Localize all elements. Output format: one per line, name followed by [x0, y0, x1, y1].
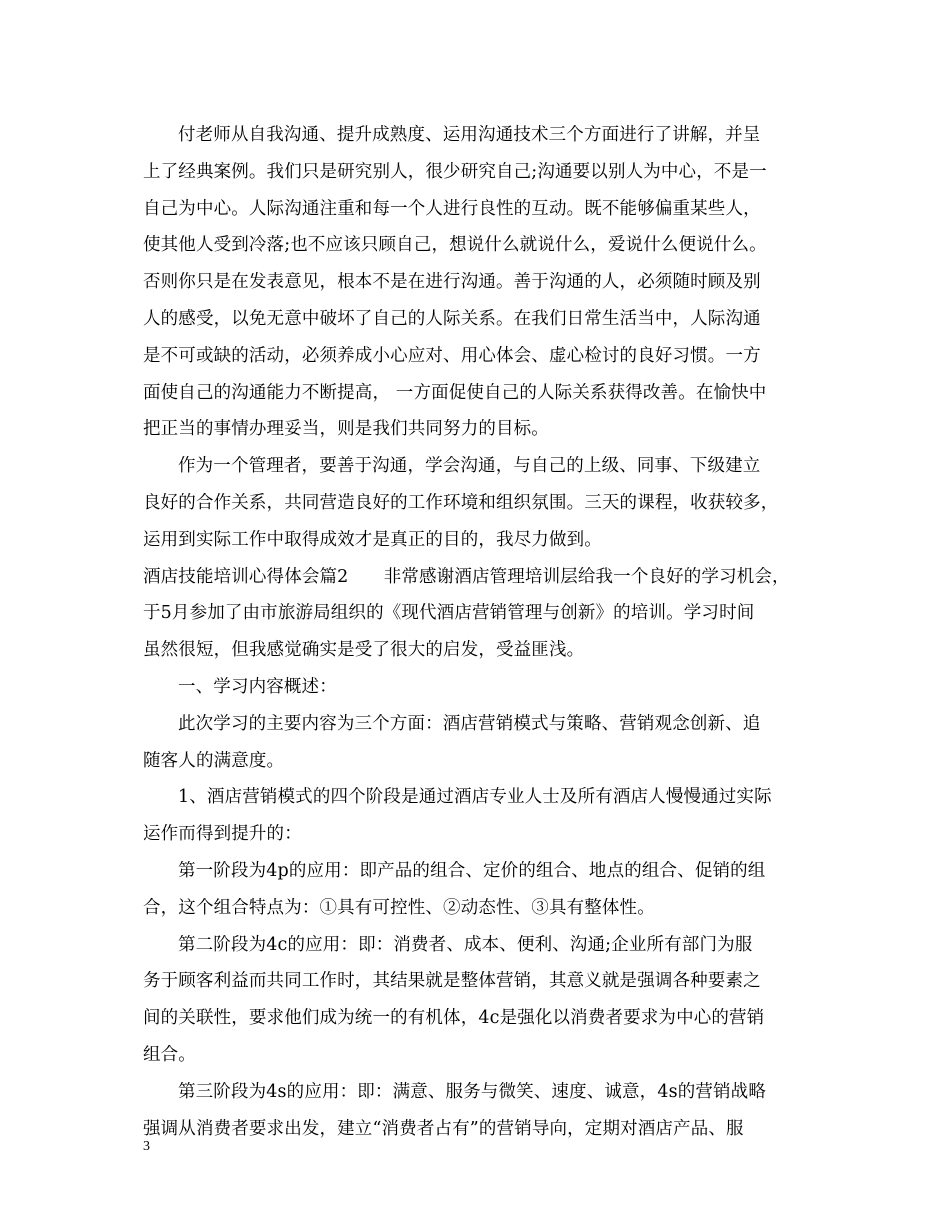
- text-line: 使其他人受到冷落;也不应该只顾自己，想说什么就说什么，爱说什么便说什么。: [143, 235, 767, 256]
- text-line: 酒店技能培训心得体会篇2 非常感谢酒店管理培训层给我一个良好的学习机会，: [143, 566, 790, 587]
- text-line: 一、学习内容概述：: [178, 676, 337, 697]
- text-line: 于5月参加了由市旅游局组织的《现代酒店营销管理与创新》的培训。学习时间: [143, 603, 755, 624]
- text-line: 务于顾客利益而共同工作时，其结果就是整体营销，其意义就是强调各种要素之: [143, 971, 761, 992]
- document-body: [143, 117, 813, 1147]
- text-line: 第三阶段为4s的应用：即：满意、服务与微笑、速度、诚意，4s的营销战略: [178, 1081, 766, 1102]
- text-line: 合，这个组合特点为：①具有可控性、②动态性、③具有整体性。: [143, 897, 655, 918]
- text-line: 良好的合作关系，共同营造良好的工作环境和组织氛围。三天的课程，收获较多，: [143, 492, 779, 513]
- text-line: 上了经典案例。我们只是研究别人，很少研究自己;沟通要以别人为中心，不是一: [143, 161, 767, 182]
- text-line: 运作而得到提升的：: [143, 824, 302, 845]
- text-line: 作为一个管理者，要善于沟通，学会沟通，与自己的上级、同事、下级建立: [178, 456, 761, 477]
- text-line: 人的感受，以免无意中破坏了自己的人际关系。在我们日常生活当中，人际沟通: [143, 308, 761, 329]
- text-line: 虽然很短，但我感觉确实是受了很大的启发，受益匪浅。: [143, 640, 585, 661]
- text-line: 是不可或缺的活动，必须养成小心应对、用心体会、虚心检讨的良好习惯。一方: [143, 345, 761, 366]
- page-number: 3: [143, 1139, 150, 1154]
- text-line: 自己为中心。人际沟通注重和每一个人进行良性的互动。既不能够偏重某些人，: [143, 198, 761, 219]
- text-line: 付老师从自我沟通、提升成熟度、运用沟通技术三个方面进行了讲解，并呈: [178, 125, 761, 145]
- text-line: 随客人的满意度。: [143, 750, 285, 771]
- text-line: 第一阶段为4p的应用：即产品的组合、定价的组合、地点的组合、促销的组: [178, 860, 766, 881]
- text-line: 强调从消费者要求出发，建立“消费者占有”的营销导向，定期对酒店产品、服: [143, 1118, 744, 1139]
- text-line: 组合。: [143, 1044, 196, 1065]
- text-line: 运用到实际工作中取得成效才是真正的目的，我尽力做到。: [143, 529, 602, 550]
- text-line: 间的关联性，要求他们成为统一的有机体，4c是强化以消费者要求为中心的营销: [143, 1008, 765, 1029]
- text-line: 否则你只是在发表意见，根本不是在进行沟通。善于沟通的人，必须随时顾及别: [143, 272, 761, 293]
- text-line: 1、酒店营销模式的四个阶段是通过酒店专业人士及所有酒店人慢慢通过实际: [178, 787, 772, 808]
- text-line: 第二阶段为4c的应用：即：消费者、成本、便利、沟通;企业所有部门为服: [178, 934, 753, 955]
- text-line: 面使自己的沟通能力不断提高， 一方面促使自己的人际关系获得改善。在愉快中: [143, 382, 767, 403]
- text-line: 把正当的事情办理妥当，则是我们共同努力的目标。: [143, 419, 549, 440]
- text-line: 此次学习的主要内容为三个方面：酒店营销模式与策略、营销观念创新、追: [178, 713, 761, 734]
